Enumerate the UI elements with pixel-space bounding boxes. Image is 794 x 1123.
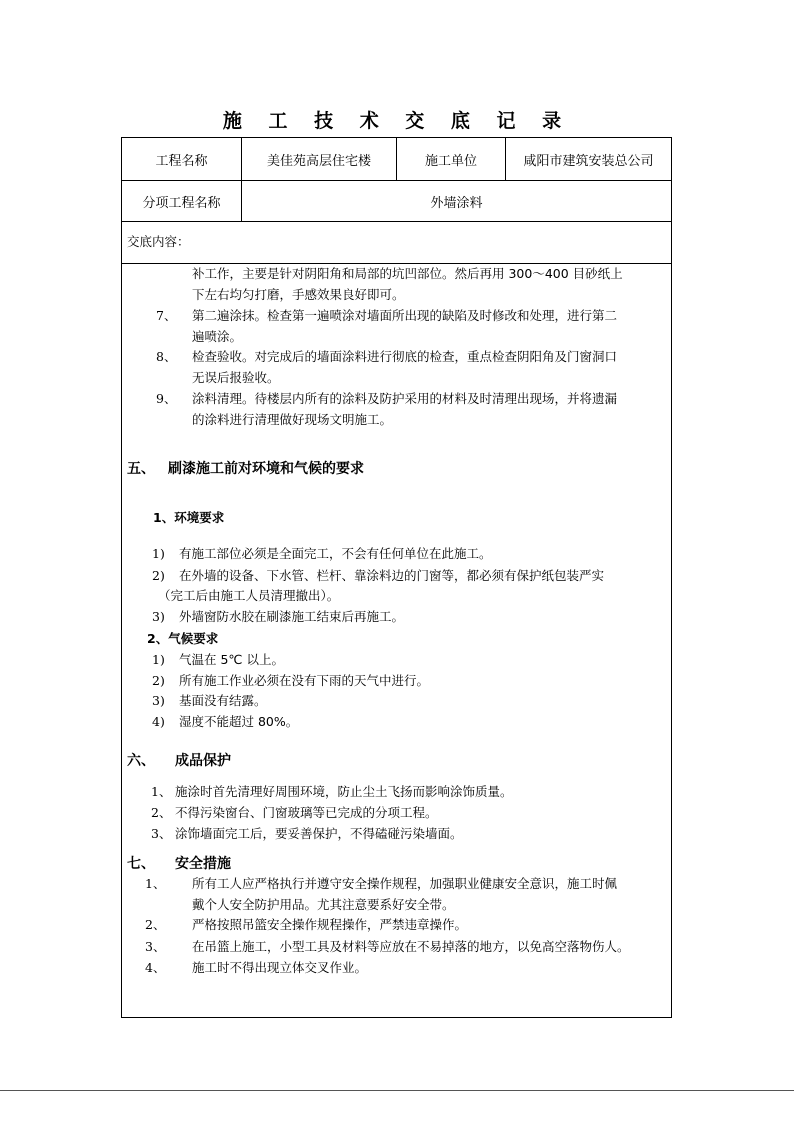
item-text: 有施工部位必须是全面完工，不会有任何单位在此施工。 [179,546,492,561]
section-number: 六、 [127,753,155,769]
item-text: （完工后由施工人员清理撤出）。 [158,588,340,603]
item-text: 基面没有结露。 [179,693,267,708]
step-6-continuation: 补工作，主要是针对阴阳角和局部的坑凹部位。然后再用 300～400 目砂纸上 [192,266,623,281]
item-text: 施涂时首先清理好周围环境，防止尘土飞扬而影响涂饰质量。 [175,784,513,799]
item-text: 外墙窗防水胶在刷漆施工结束后再施工。 [179,609,405,624]
item-number: 2) [152,673,165,688]
item-text: 涂饰墙面完工后，要妥善保护，不得磕碰污染墙面。 [175,826,463,841]
subsection-title: 2、气候要求 [147,631,219,646]
step-text: 无误后报验收。 [192,370,280,385]
item-number: 3、 [145,939,166,954]
contractor-value: 咸阳市建筑安装总公司 [523,153,654,169]
item-text: 湿度不能超过 80%。 [179,714,299,729]
row-divider [122,221,671,222]
item-number: 4、 [145,960,166,975]
item-number: 1) [152,652,165,667]
item-text: 在吊篮上施工，小型工具及材料等应放在不易掉落的地方，以免高空落物伤人。 [192,939,630,954]
step-number: 7、 [156,308,177,323]
step-number: 9、 [156,391,177,406]
step-text: 第二遍涂抹。检查第一遍喷涂对墙面所出现的缺陷及时修改和处理，进行第二 [192,308,618,323]
item-text: 不得污染窗台、门窗玻璃等已完成的分项工程。 [175,805,438,820]
step-text: 涂料清理。待楼层内所有的涂料及防护采用的材料及时清理出现场，并将遗漏 [192,391,618,406]
item-number: 1、 [151,784,172,799]
item-number: 2、 [151,805,172,820]
step-text: 遍喷涂。 [192,329,243,344]
item-number: 3、 [151,826,172,841]
item-number: 2) [152,568,165,583]
item-number: 1、 [145,876,166,891]
subsection-title: 1、环境要求 [153,510,225,525]
item-text: 施工时不得出现立体交叉作业。 [192,960,368,975]
section-number: 七、 [127,856,155,872]
project-name-label: 工程名称 [155,153,208,169]
project-name-value: 美佳苑高层住宅楼 [266,153,371,169]
document-title: 施 工 技 术 交 底 记 录 [222,110,572,132]
item-number: 4) [152,714,165,729]
item-number: 3) [152,609,165,624]
item-text: 严格按照吊篮安全操作规程操作，严禁违章操作。 [192,917,468,932]
sub-project-value: 外墙涂料 [430,195,483,211]
content-label: 交底内容： [127,234,190,249]
step-text: 检查验收。对完成后的墙面涂料进行彻底的检查，重点检查阴阳角及门窗洞口 [192,349,618,364]
step-6-continuation: 下左右均匀打磨，手感效果良好即可。 [192,287,405,302]
item-number: 3) [152,693,165,708]
item-text: 所有施工作业必须在没有下雨的天气中进行。 [179,673,430,688]
item-text: 所有工人应严格执行并遵守安全操作规程，加强职业健康安全意识，施工时佩 [192,876,618,891]
contractor-label: 施工单位 [424,153,477,169]
step-number: 8、 [156,349,177,364]
section-number: 五、 [127,461,155,477]
item-text: 在外墙的设备、下水管、栏杆、靠涂料边的门窗等，都必须有保护纸包装严实 [179,568,605,583]
page-divider [0,1090,794,1091]
item-number: 1) [152,546,165,561]
item-text: 戴个人安全防护用品。尤其注意要系好安全带。 [192,897,455,912]
section-title: 安全措施 [175,856,231,872]
item-number: 2、 [145,917,166,932]
section-title: 刷漆施工前对环境和气候的要求 [168,461,364,477]
sub-project-label: 分项工程名称 [142,195,221,211]
step-text: 的涂料进行清理做好现场文明施工。 [192,412,393,427]
section-title: 成品保护 [175,753,231,769]
item-text: 气温在 5℃ 以上。 [179,652,284,667]
